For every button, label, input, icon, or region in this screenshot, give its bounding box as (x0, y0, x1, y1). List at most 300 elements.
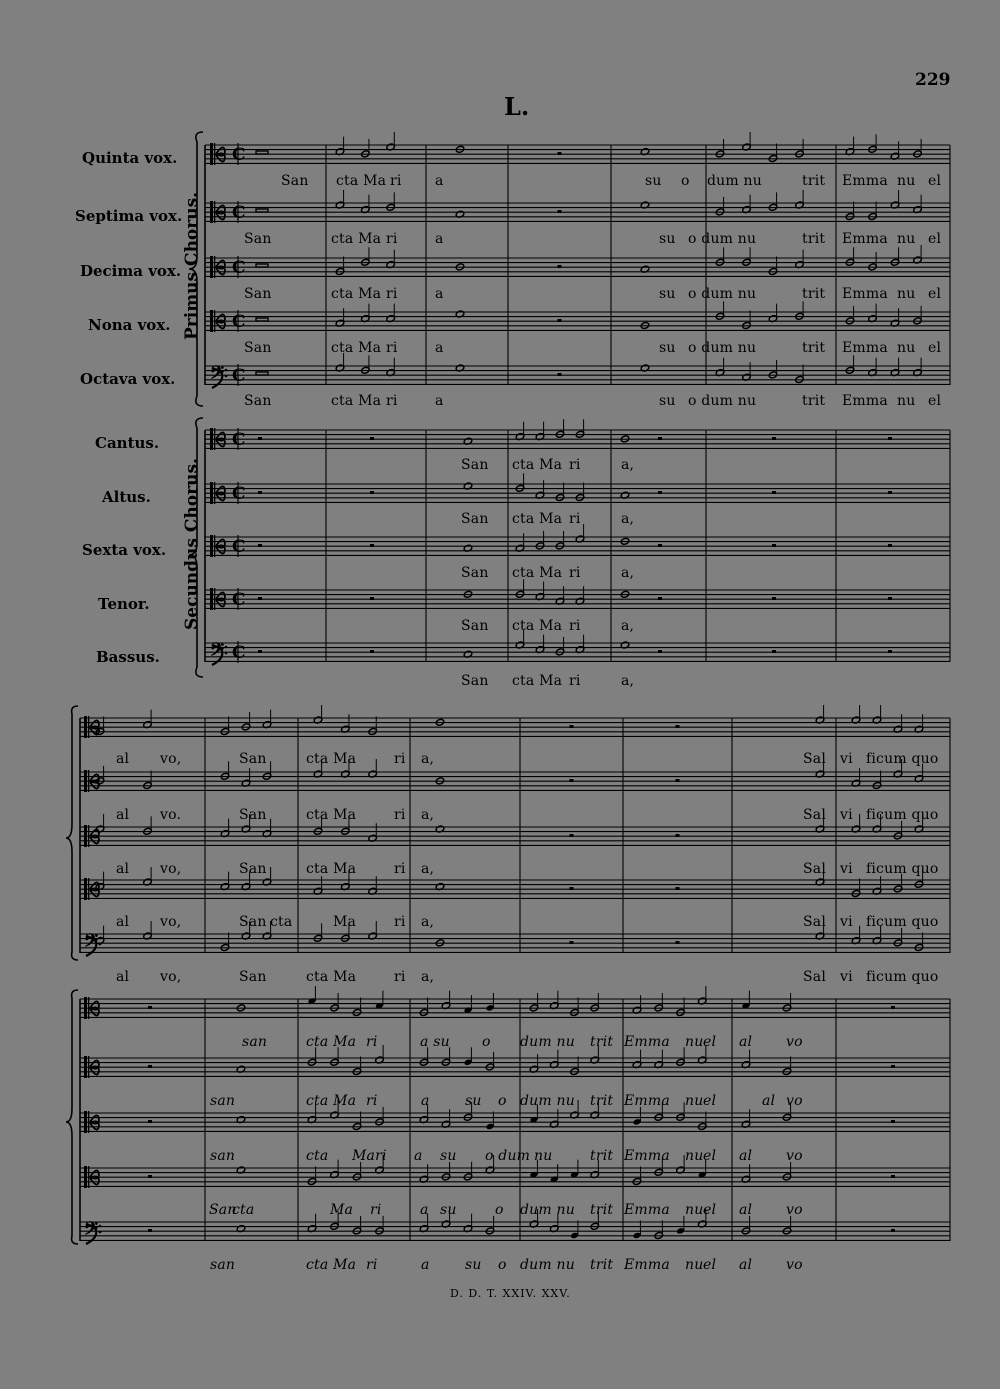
lyric-syllable: cta Ma (512, 511, 563, 527)
lyric-syllable: cta Ma (512, 457, 563, 473)
breve-note (256, 372, 268, 375)
bass-clef-dot (225, 369, 228, 372)
time-signature-icon: C (232, 145, 246, 165)
lyric-syllable: ri (366, 1257, 378, 1273)
lyric-syllable: Sal (803, 807, 827, 823)
c-clef-icon (210, 588, 213, 610)
lyric-syllable: ri (386, 231, 398, 247)
lyric-syllable: ri (569, 457, 581, 473)
lyric-syllable: vi (840, 969, 853, 985)
c-clef-icon (88, 1166, 89, 1188)
rest-icon (772, 544, 776, 547)
chorus-label-primus: Primus Chorus. (182, 191, 202, 340)
lyric-syllable: Emma (842, 393, 888, 409)
footer-edition: D. D. T. XXIV. XXV. (450, 1287, 571, 1300)
rest-icon (888, 544, 892, 547)
lyric-syllable: a (435, 173, 444, 189)
lyric-syllable: el (928, 286, 942, 302)
c-clef-icon (88, 770, 89, 792)
c-clef-icon (214, 428, 215, 450)
lyric-syllable: vo (786, 1148, 803, 1164)
lyric-syllable: ri (386, 340, 398, 356)
lyric-syllable: san (210, 1257, 236, 1273)
lyric-syllable: San (244, 231, 272, 247)
lyric-syllable: el (928, 173, 942, 189)
lyric-syllable: cta Ma (306, 1257, 357, 1273)
rest-icon (558, 265, 562, 268)
lyric-syllable: San (461, 673, 489, 689)
lyric-syllable: trit (802, 340, 826, 356)
lyric-syllable: o (482, 1034, 491, 1050)
lyric-syllable: cta (270, 914, 293, 930)
c-clef-icon (84, 1056, 87, 1078)
lyric-syllable: a (435, 286, 444, 302)
lyric-syllable: cta (306, 1148, 329, 1164)
voice-label-cantus: Cantus. (95, 434, 160, 452)
lyric-syllable: Sal (803, 751, 827, 767)
rest-icon (258, 437, 262, 440)
bass-clef-dot (225, 646, 228, 649)
lyric-syllable: ri (366, 1093, 378, 1109)
lyric-syllable: cta Ma (512, 565, 563, 581)
lyric-syllable: cta Ma (306, 1093, 357, 1109)
lyric-syllable: Sal (803, 914, 827, 930)
c-clef-icon (84, 716, 87, 738)
lyric-syllable: dum nu (707, 173, 762, 189)
time-signature-icon: C (232, 312, 246, 332)
lyric-syllable: San (281, 173, 309, 189)
rest-icon (658, 491, 662, 494)
rest-icon (891, 1065, 895, 1068)
lyric-syllable: San (244, 340, 272, 356)
bass-clef-icon: 𝄢 (210, 362, 225, 388)
rest-icon (148, 1175, 152, 1178)
voice-label-quinta: Quinta vox. (82, 149, 178, 167)
lyric-syllable: ri (569, 618, 581, 634)
c-clef-icon (84, 1166, 87, 1188)
c-clef-icon (214, 482, 215, 504)
lyric-syllable: vi (840, 861, 853, 877)
lyric-syllable: Sal (803, 969, 827, 985)
lyric-syllable: a (414, 1148, 423, 1164)
lyric-syllable: su (659, 286, 676, 302)
lyric-syllable: o (495, 1202, 504, 1218)
c-clef-icon (210, 535, 213, 557)
lyric-syllable: a, (621, 457, 635, 473)
voice-label-octava: Octava vox. (80, 370, 176, 388)
c-clef-icon (88, 716, 89, 738)
lyric-syllable: San (461, 511, 489, 527)
lyric-syllable: trit (590, 1034, 614, 1050)
lyric-syllable: a, (621, 511, 635, 527)
lyric-syllable: trit (802, 173, 826, 189)
lyric-syllable: su (659, 393, 676, 409)
lyric-syllable: el (928, 231, 942, 247)
lyric-syllable: vi (840, 807, 853, 823)
rest-icon (370, 491, 374, 494)
lyric-syllable: nu (897, 393, 916, 409)
lyric-syllable: trit (802, 286, 826, 302)
c-clef-icon (214, 201, 215, 223)
c-clef-icon (84, 997, 87, 1019)
lyric-syllable: vo (786, 1034, 803, 1050)
lyric-syllable: San (244, 393, 272, 409)
lyric-syllable: vo (786, 1257, 803, 1273)
lyric-syllable: a (435, 231, 444, 247)
lyric-syllable: Emma (624, 1148, 670, 1164)
lyric-syllable: ri (386, 393, 398, 409)
lyric-syllable: San (244, 286, 272, 302)
lyric-syllable: San (239, 861, 267, 877)
breve-note (256, 318, 268, 321)
lyric-syllable: ri (386, 286, 398, 302)
lyric-syllable: nu (534, 1148, 553, 1164)
lyric-syllable: cta Ma (331, 286, 382, 302)
lyric-syllable: ri (366, 1034, 378, 1050)
lyric-syllable: al (739, 1034, 753, 1050)
bass-clef-dot (99, 1231, 102, 1234)
lyric-syllable: ri (569, 565, 581, 581)
lyric-syllable: a, (421, 914, 435, 930)
lyric-syllable: San (239, 807, 267, 823)
piece-title: L. (504, 92, 530, 121)
rest-icon (148, 1229, 152, 1232)
lyric-syllable: cta Ma (331, 393, 382, 409)
lyric-syllable: vo, (160, 969, 182, 985)
breve-note (256, 264, 268, 267)
lyric-syllable: el (928, 393, 942, 409)
lyric-syllable: nu (685, 1257, 704, 1273)
c-clef-icon (88, 878, 89, 900)
lyric-syllable: su (645, 173, 662, 189)
c-clef-icon (210, 201, 213, 223)
lyric-syllable: a (435, 393, 444, 409)
time-signature-icon: C (232, 643, 246, 663)
rest-icon (888, 597, 892, 600)
rest-icon (676, 725, 680, 728)
rest-icon (570, 779, 574, 782)
c-clef-icon (214, 535, 215, 557)
time-signature-icon: C (232, 258, 246, 278)
lyric-syllable: vo, (160, 914, 182, 930)
brace-primus (189, 132, 203, 406)
breve-note (256, 151, 268, 154)
lyric-syllable: san (210, 1093, 236, 1109)
rest-icon (558, 319, 562, 322)
lyric-syllable: Emma (842, 231, 888, 247)
c-clef-icon (214, 143, 215, 165)
time-signature-icon: C (232, 203, 246, 223)
lyric-syllable: o dum (485, 1148, 531, 1164)
lyric-syllable: Emma (624, 1034, 670, 1050)
lyric-syllable: trit (590, 1257, 614, 1273)
c-clef-icon (210, 310, 213, 332)
lyric-syllable: o (498, 1093, 507, 1109)
lyric-syllable: Sal (803, 861, 827, 877)
lyric-syllable: a su (420, 1034, 450, 1050)
c-clef-icon (210, 256, 213, 278)
lyric-syllable: ficum quo (866, 807, 939, 823)
lyric-syllable: San (461, 565, 489, 581)
lyric-syllable: San (239, 969, 267, 985)
rest-icon (888, 650, 892, 653)
breve-note (256, 209, 268, 212)
lyric-syllable: a (421, 1093, 430, 1109)
lyric-syllable: ficum quo (866, 914, 939, 930)
time-signature-icon: C (232, 366, 246, 386)
lyric-syllable: vi (840, 914, 853, 930)
lyric-syllable: o (681, 173, 690, 189)
lyric-syllable: trit (590, 1093, 614, 1109)
rest-icon (772, 491, 776, 494)
lyric-syllable: dum nu (520, 1202, 575, 1218)
lyric-syllable: al (116, 861, 130, 877)
c-clef-icon (210, 482, 213, 504)
time-signature-icon: C (232, 590, 246, 610)
lyric-syllable: ri (569, 511, 581, 527)
lyric-syllable: cta Ma (512, 618, 563, 634)
lyric-syllable: San (239, 914, 267, 930)
rest-icon (148, 1006, 152, 1009)
rest-icon (570, 834, 574, 837)
lyric-syllable: o dum nu (688, 231, 757, 247)
rest-icon (558, 373, 562, 376)
lyric-syllable: Mari (352, 1148, 387, 1164)
rest-icon (658, 650, 662, 653)
bass-clef-dot (225, 375, 228, 378)
rest-icon (676, 887, 680, 890)
time-signature-icon: C (232, 430, 246, 450)
rest-icon (676, 834, 680, 837)
lyric-syllable: a (421, 1257, 430, 1273)
c-clef-icon (88, 1056, 89, 1078)
lyric-syllable: dum nu (520, 1257, 575, 1273)
lyric-syllable: san (210, 1148, 236, 1164)
c-clef-icon (84, 770, 87, 792)
page-number: 229 (915, 70, 951, 90)
voice-label-septima: Septima vox. (75, 207, 183, 225)
lyric-syllable: nu (685, 1148, 704, 1164)
lyric-syllable: cta Ma (306, 751, 357, 767)
lyric-syllable: trit (590, 1148, 614, 1164)
lyric-syllable: trit (590, 1202, 614, 1218)
lyric-syllable: el (703, 1202, 717, 1218)
lyric-syllable: cta Ma (512, 673, 563, 689)
rest-icon (891, 1175, 895, 1178)
time-signature-icon: C (232, 537, 246, 557)
lyric-syllable: el (928, 340, 942, 356)
rest-icon (370, 597, 374, 600)
lyric-syllable: dum nu (520, 1034, 575, 1050)
rest-icon (258, 597, 262, 600)
rest-icon (370, 544, 374, 547)
c-clef-icon (84, 825, 87, 847)
lyric-syllable: San (239, 751, 267, 767)
lyric-syllable: Emma (624, 1257, 670, 1273)
lyric-syllable: vo. (160, 807, 182, 823)
lyric-syllable: ficum quo (866, 861, 939, 877)
lyric-syllable: ficum quo (866, 751, 939, 767)
lyric-syllable: al (116, 807, 130, 823)
lyric-syllable: vo (786, 1202, 803, 1218)
lyric-syllable: nu (897, 173, 916, 189)
rest-icon (658, 597, 662, 600)
bass-clef-icon: 𝄢 (84, 1218, 99, 1244)
lyric-syllable: ri (394, 969, 406, 985)
rest-icon (676, 941, 680, 944)
lyric-syllable: o dum nu (688, 286, 757, 302)
lyric-syllable: cta Ma (306, 969, 357, 985)
lyric-syllable: a, (421, 861, 435, 877)
c-clef-icon (84, 1111, 87, 1133)
lyric-syllable: Ma (333, 914, 357, 930)
lyric-syllable: Emma (842, 286, 888, 302)
lyric-syllable: ri (390, 173, 402, 189)
lyric-syllable: vo, (160, 751, 182, 767)
lyric-syllable: o dum nu (688, 340, 757, 356)
rest-icon (891, 1006, 895, 1009)
lyric-syllable: su (659, 340, 676, 356)
lyric-syllable: cta Ma (331, 231, 382, 247)
lyric-syllable: san (242, 1034, 268, 1050)
lyric-syllable: al (116, 914, 130, 930)
lyric-syllable: a (435, 340, 444, 356)
lyric-syllable: el (703, 1257, 717, 1273)
voice-label-altus: Altus. (102, 488, 151, 506)
bass-clef-icon: 𝄢 (84, 930, 99, 956)
lyric-syllable: a, (421, 969, 435, 985)
lyric-syllable: su (659, 231, 676, 247)
lyric-syllable: a, (621, 673, 635, 689)
lyric-syllable: cta Ma (306, 861, 357, 877)
voice-label-tenor: Tenor. (98, 595, 150, 613)
lyric-syllable: su (440, 1202, 457, 1218)
lyric-syllable: Emma (624, 1093, 670, 1109)
lyric-syllable: dum nu (520, 1093, 575, 1109)
lyric-syllable: su (465, 1093, 482, 1109)
brace-secundus (189, 418, 203, 677)
c-clef-icon (210, 428, 213, 450)
lyric-syllable: al (739, 1257, 753, 1273)
c-clef-icon (214, 310, 215, 332)
lyric-syllable: al (739, 1148, 753, 1164)
lyric-syllable: a (420, 1202, 429, 1218)
rest-icon (891, 1120, 895, 1123)
lyric-syllable: Emma (842, 173, 888, 189)
lyric-syllable: a, (421, 807, 435, 823)
lyric-syllable: a, (621, 565, 635, 581)
brace-system2-primus (66, 706, 78, 960)
rest-icon (258, 544, 262, 547)
rest-icon (772, 437, 776, 440)
lyric-syllable: al (116, 751, 130, 767)
rest-icon (772, 597, 776, 600)
rest-icon (148, 1065, 152, 1068)
c-clef-icon (84, 878, 87, 900)
voice-label-nona: Nona vox. (88, 316, 171, 334)
rest-icon (370, 437, 374, 440)
lyric-syllable: cta Ma (336, 173, 387, 189)
lyric-syllable: cta (232, 1202, 255, 1218)
lyric-syllable: vo, (160, 861, 182, 877)
lyric-syllable: nu (685, 1093, 704, 1109)
c-clef-icon (210, 143, 213, 165)
rest-icon (370, 650, 374, 653)
voice-label-decima: Decima vox. (80, 262, 182, 280)
lyric-syllable: ri (394, 807, 406, 823)
lyric-syllable: el (703, 1148, 717, 1164)
rest-icon (558, 152, 562, 155)
bass-clef-dot (225, 652, 228, 655)
rest-icon (676, 779, 680, 782)
lyric-syllable: trit (802, 231, 826, 247)
lyric-syllable: ri (569, 673, 581, 689)
voice-label-sexta: Sexta vox. (82, 541, 167, 559)
lyric-syllable: Emma (624, 1202, 670, 1218)
c-clef-icon (214, 588, 215, 610)
lyric-syllable: nu (897, 340, 916, 356)
lyric-syllable: Ma (330, 1202, 354, 1218)
lyric-syllable: el (703, 1034, 717, 1050)
lyric-syllable: el (703, 1093, 717, 1109)
lyric-syllable: al (116, 969, 130, 985)
lyric-syllable: trit (802, 393, 826, 409)
brace-system2-secundus (66, 990, 78, 1244)
lyric-syllable: a, (621, 618, 635, 634)
rest-icon (558, 210, 562, 213)
c-clef-icon (88, 997, 89, 1019)
rest-icon (658, 544, 662, 547)
lyric-syllable: a, (421, 751, 435, 767)
lyric-syllable: al (739, 1202, 753, 1218)
lyric-syllable: San (461, 457, 489, 473)
lyric-syllable: nu (685, 1202, 704, 1218)
lyric-syllable: ri (370, 1202, 382, 1218)
lyric-syllable: Emma (842, 340, 888, 356)
lyric-syllable: vi (840, 751, 853, 767)
lyric-syllable: San (209, 1202, 237, 1218)
bass-clef-dot (99, 1225, 102, 1228)
c-clef-icon (88, 825, 89, 847)
time-signature-icon: C (232, 484, 246, 504)
rest-icon (570, 725, 574, 728)
rest-icon (570, 941, 574, 944)
lyric-syllable: cta Ma (331, 340, 382, 356)
lyric-syllable: ri (394, 751, 406, 767)
rest-icon (891, 1229, 895, 1232)
rest-icon (888, 491, 892, 494)
lyric-syllable: nu (685, 1034, 704, 1050)
lyric-syllable: o (498, 1257, 507, 1273)
lyric-syllable: ri (394, 914, 406, 930)
bass-clef-icon: 𝄢 (210, 639, 225, 665)
lyric-syllable: vo (786, 1093, 803, 1109)
lyric-syllable: nu (897, 286, 916, 302)
voice-label-bassus: Bassus. (96, 648, 160, 666)
lyric-syllable: ri (394, 861, 406, 877)
rest-icon (258, 650, 262, 653)
c-clef-icon (88, 1111, 89, 1133)
chorus-label-secundus: Secundus Chorus. (182, 458, 202, 630)
rest-icon (658, 437, 662, 440)
rest-icon (148, 1120, 152, 1123)
lyric-syllable: cta Ma (306, 1034, 357, 1050)
lyric-syllable: al (762, 1093, 776, 1109)
lyric-syllable: ficum quo (866, 969, 939, 985)
rest-icon (258, 491, 262, 494)
c-clef-icon (214, 256, 215, 278)
lyric-syllable: su (465, 1257, 482, 1273)
